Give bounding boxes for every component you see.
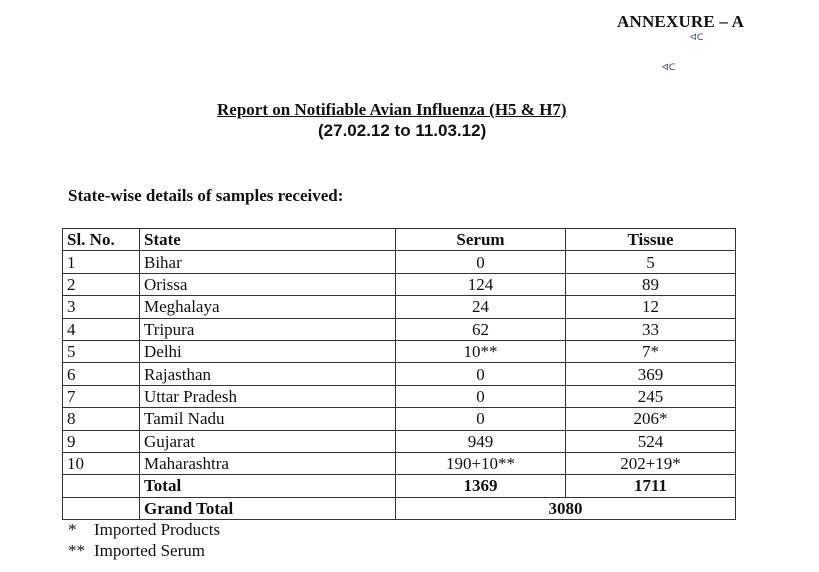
serum-cell: 190+10** xyxy=(396,452,566,474)
sl-no-cell: 6 xyxy=(63,363,140,385)
state-cell: Meghalaya xyxy=(140,296,396,318)
table-row xyxy=(63,340,736,362)
serum-cell: 0 xyxy=(396,363,566,385)
sl-no-cell: 8 xyxy=(63,408,140,430)
samples-table xyxy=(62,228,736,520)
table-row xyxy=(63,363,736,385)
section-heading: State-wise details of samples received: xyxy=(68,186,344,205)
state-cell: Rajasthan xyxy=(140,363,396,385)
grand-total-value: 3080 xyxy=(396,497,736,519)
tissue-cell: 7* xyxy=(566,340,736,362)
serum-cell: 24 xyxy=(396,296,566,318)
serum-cell: 0 xyxy=(396,251,566,273)
serum-cell: 0 xyxy=(396,385,566,407)
serum-cell: 0 xyxy=(396,408,566,430)
tissue-cell: 369 xyxy=(566,363,736,385)
table-row xyxy=(63,430,736,452)
column-header-sl-no: Sl. No. xyxy=(63,229,140,251)
total-tissue: 1711 xyxy=(566,475,736,497)
table-body xyxy=(63,251,736,475)
tissue-cell: 12 xyxy=(566,296,736,318)
ink-mark: ᐊᑕ xyxy=(690,33,704,43)
serum-cell: 62 xyxy=(396,318,566,340)
sl-no-cell: 4 xyxy=(63,318,140,340)
tissue-cell: 33 xyxy=(566,318,736,340)
total-label: Total xyxy=(140,475,396,497)
tissue-cell: 524 xyxy=(566,430,736,452)
footnote xyxy=(68,519,220,540)
column-header-tissue: Tissue xyxy=(566,229,736,251)
sl-no-cell: 9 xyxy=(63,430,140,452)
state-cell: Gujarat xyxy=(140,430,396,452)
footnote-symbol: ** xyxy=(68,541,85,560)
serum-cell: 10** xyxy=(396,340,566,362)
tissue-cell: 202+19* xyxy=(566,452,736,474)
tissue-cell: 89 xyxy=(566,273,736,295)
tissue-cell: 206* xyxy=(566,408,736,430)
tissue-cell: 245 xyxy=(566,385,736,407)
serum-cell: 949 xyxy=(396,430,566,452)
footnote-symbol: * xyxy=(68,520,77,539)
state-cell: Uttar Pradesh xyxy=(140,385,396,407)
total-row xyxy=(63,475,736,497)
serum-cell: 124 xyxy=(396,273,566,295)
sl-no-cell: 5 xyxy=(63,340,140,362)
ink-mark: ᐊᑕ xyxy=(662,63,676,73)
report-date-range: (27.02.12 to 11.03.12) xyxy=(318,121,487,140)
sl-no-cell: 1 xyxy=(63,251,140,273)
annexure-label: ANNEXURE – A xyxy=(617,12,745,31)
table-row xyxy=(63,251,736,273)
footnotes xyxy=(68,519,220,561)
tissue-cell: 5 xyxy=(566,251,736,273)
grand-total-row xyxy=(63,497,736,519)
total-serum: 1369 xyxy=(396,475,566,497)
state-cell: Delhi xyxy=(140,340,396,362)
table-row xyxy=(63,452,736,474)
state-cell: Tamil Nadu xyxy=(140,408,396,430)
footnote-text: Imported Products xyxy=(94,520,221,539)
table-row xyxy=(63,296,736,318)
total-sl-cell xyxy=(63,475,140,497)
table-header-row xyxy=(63,229,736,251)
table-row xyxy=(63,318,736,340)
column-header-state: State xyxy=(140,229,396,251)
footnote-text: Imported Serum xyxy=(94,541,205,560)
sl-no-cell: 10 xyxy=(63,452,140,474)
column-header-serum: Serum xyxy=(396,229,566,251)
state-cell: Maharashtra xyxy=(140,452,396,474)
sl-no-cell: 2 xyxy=(63,273,140,295)
report-title: Report on Notifiable Avian Influenza (H5 & H7) xyxy=(217,100,567,119)
table-row xyxy=(63,408,736,430)
sl-no-cell: 3 xyxy=(63,296,140,318)
grand-total-sl-cell xyxy=(63,497,140,519)
grand-total-label: Grand Total xyxy=(140,497,396,519)
state-cell: Bihar xyxy=(140,251,396,273)
state-cell: Tripura xyxy=(140,318,396,340)
state-cell: Orissa xyxy=(140,273,396,295)
table-row xyxy=(63,385,736,407)
footnote xyxy=(68,540,220,561)
sl-no-cell: 7 xyxy=(63,385,140,407)
table-row xyxy=(63,273,736,295)
